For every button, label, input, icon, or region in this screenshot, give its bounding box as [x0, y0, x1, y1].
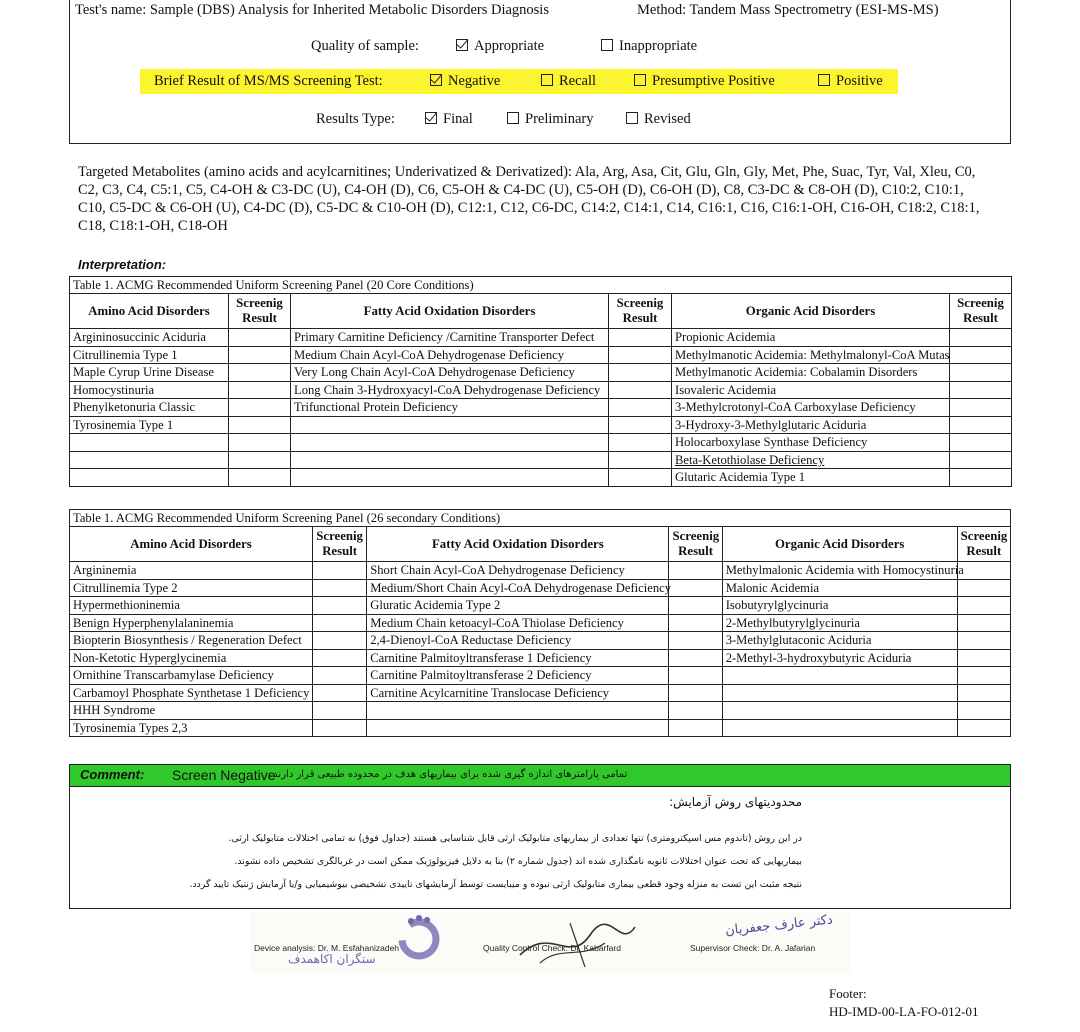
- table2-row: [70, 702, 1011, 720]
- table1-result-cell: [950, 434, 1012, 452]
- table2-header-fatty: Fatty Acid Oxidation Disorders: [367, 527, 669, 562]
- table2-result-cell: [669, 579, 722, 597]
- table1-amino-acid-cell: Argininosuccinic Aciduria: [70, 329, 229, 347]
- table1-result-cell: [950, 346, 1012, 364]
- table1-row: [70, 346, 1012, 364]
- table1-header-fatty: Fatty Acid Oxidation Disorders: [291, 294, 609, 329]
- table1-result-cell: [229, 329, 291, 347]
- table2-header-result: Screenig Result: [313, 527, 367, 562]
- table2-row: [70, 632, 1011, 650]
- quality-inappropriate-option[interactable]: Inappropriate: [601, 38, 697, 55]
- table2-amino-acid-cell: Citrullinemia Type 2: [70, 579, 313, 597]
- table2-amino-acid-cell: Non-Ketotic Hyperglycinemia: [70, 649, 313, 667]
- table1-row: [70, 434, 1012, 452]
- secondary-conditions-table: [69, 509, 1011, 737]
- empty-box-icon: [601, 39, 613, 51]
- quality-control-signature: Quality Control Check: Dr. Kabarfard: [483, 943, 621, 953]
- table1-result-cell: [609, 399, 672, 417]
- table1-fatty-acid-cell: [291, 451, 609, 469]
- table1-result-cell: [950, 399, 1012, 417]
- table2-result-cell: [669, 614, 722, 632]
- table2-amino-acid-cell: HHH Syndrome: [70, 702, 313, 720]
- table1-organic-acid-cell: Methylmanotic Acidemia: Cobalamin Disorders: [672, 364, 950, 382]
- table2-result-cell: [957, 597, 1010, 615]
- table1-result-cell: [609, 469, 672, 487]
- table2-row: [70, 719, 1011, 737]
- table2-amino-acid-cell: Tyrosinemia Types 2,3: [70, 719, 313, 737]
- table2-result-cell: [669, 667, 722, 685]
- table2-header-result: Screenig Result: [669, 527, 722, 562]
- lab-name-fa: ستگران اکاهمدف: [288, 952, 376, 966]
- table1-organic-acid-cell: Holocarboxylase Synthase Deficiency: [672, 434, 950, 452]
- table2-result-cell: [957, 667, 1010, 685]
- table2-result-cell: [669, 597, 722, 615]
- results-preliminary-option[interactable]: Preliminary: [507, 111, 593, 128]
- table2-organic-acid-cell: [722, 719, 957, 737]
- table2-amino-acid-cell: Hypermethioninemia: [70, 597, 313, 615]
- table1-organic-acid-cell: 3-Methylcrotonyl-CoA Carboxylase Deficiency: [672, 399, 950, 417]
- table1-amino-acid-cell: Phenylketonuria Classic: [70, 399, 229, 417]
- table1-fatty-acid-cell: Primary Carnitine Deficiency /Carnitine Transporter Defect: [291, 329, 609, 347]
- table1-result-cell: [609, 329, 672, 347]
- footer-code: HD-IMD-00-LA-FO-012-01: [829, 1004, 979, 1019]
- table2-amino-acid-cell: Biopterin Biosynthesis / Regeneration Defect: [70, 632, 313, 650]
- table2-row: [70, 597, 1011, 615]
- table1-amino-acid-cell: Maple Cyrup Urine Disease: [70, 364, 229, 382]
- test-name: Test's name: Sample (DBS) Analysis for Inherited Metabolic Disorders Diagnosis: [75, 2, 549, 18]
- table2-row: [70, 649, 1011, 667]
- brief-recall-option[interactable]: Recall: [541, 73, 596, 90]
- checked-box-icon: [456, 39, 468, 51]
- brief-result-options: [0, 73, 1080, 93]
- table2-result-cell: [313, 719, 367, 737]
- table2-caption: Table 1. ACMG Recommended Uniform Screening Panel (26 secondary Conditions): [70, 510, 1011, 527]
- table2-result-cell: [669, 702, 722, 720]
- table2-organic-acid-cell: Methylmalonic Acidemia with Homocystinuria: [722, 562, 957, 580]
- quality-options: [0, 38, 1080, 58]
- table1-row: [70, 469, 1012, 487]
- table2-organic-acid-cell: [722, 684, 957, 702]
- supervisor-signature: Supervisor Check: Dr. A. Jafarian: [690, 943, 816, 953]
- table2-result-cell: [957, 702, 1010, 720]
- table1-result-cell: [609, 381, 672, 399]
- table1-result-cell: [950, 329, 1012, 347]
- table1-result-cell: [950, 469, 1012, 487]
- limitations-line-3: نتیجه مثبت این تست به منزله وجود قطعی بیماری متابولیک ارثی نبوده و میبایست توسط آزمایشهای تاییدی تشخیصی بیوشیمیایی و/یا آزمایش ژنتیک تایید گردد.: [189, 879, 802, 890]
- table1-fatty-acid-cell: Very Long Chain Acyl-CoA Dehydrogenase Deficiency: [291, 364, 609, 382]
- table2-result-cell: [957, 579, 1010, 597]
- table1-fatty-acid-cell: Long Chain 3-Hydroxyacyl-CoA Dehydrogenase Deficiency: [291, 381, 609, 399]
- comment-note: تمامی پارامترهای اندازه گیری شده برای بیماریهای هدف در محدوده طبیعی قرار دارند.: [270, 769, 628, 780]
- table1-result-cell: [950, 416, 1012, 434]
- table1-amino-acid-cell: Homocystinuria: [70, 381, 229, 399]
- table2-result-cell: [669, 719, 722, 737]
- method: Method: Tandem Mass Spectrometry (ESI-MS-MS): [637, 2, 939, 18]
- table1-fatty-acid-cell: Trifunctional Protein Deficiency: [291, 399, 609, 417]
- results-final-option[interactable]: Final: [425, 111, 473, 128]
- table2-result-cell: [669, 562, 722, 580]
- empty-box-icon: [541, 74, 553, 86]
- table1-row: [70, 451, 1012, 469]
- table2-result-cell: [669, 632, 722, 650]
- table1-result-cell: [229, 416, 291, 434]
- table1-header-amino: Amino Acid Disorders: [70, 294, 229, 329]
- device-analysis-signature: Device analysis: Dr. M. Esfahanizadeh: [254, 943, 400, 953]
- table1-row: [70, 329, 1012, 347]
- table2-result-cell: [313, 667, 367, 685]
- targeted-metabolites: Targeted Metabolites (amino acids and acylcarnitines; Underivatized & Derivatized): Ala, Arg, Asa, Cit, Glu, Gln, Gly, Met, Phe, Suac, Tyr, Val, Xleu, C0, C2, C3, C4, C5:1, C5, C4-OH & C3-DC (U), C4-OH (D), C6, C5-OH & C4-DC (U), C5-OH (D), C6-OH (D), C8, C3-DC & C8-OH (D), C10:2, C10:1, C10, C5-DC & C6-OH (U), C4-DC (D), C5-DC & C10-OH (D), C12:1, C12, C6-DC, C14:2, C14:1, C14, C16:1, C16, C16:1-OH, C16-OH, C18:2, C18:1, C18, C18:1-OH, C18-OH: [78, 164, 980, 234]
- table2-result-cell: [313, 632, 367, 650]
- table2-result-cell: [313, 649, 367, 667]
- brief-presumptive-positive-option[interactable]: Presumptive Positive: [634, 73, 775, 90]
- table1-fatty-acid-cell: [291, 434, 609, 452]
- table1-result-cell: [950, 451, 1012, 469]
- table1-amino-acid-cell: Citrullinemia Type 1: [70, 346, 229, 364]
- table2-fatty-acid-cell: Medium/Short Chain Acyl-CoA Dehydrogenase Deficiency: [367, 579, 669, 597]
- limitations-box: [69, 786, 1011, 909]
- table2-row: [70, 684, 1011, 702]
- table2-fatty-acid-cell: Gluratic Acidemia Type 2: [367, 597, 669, 615]
- quality-appropriate-option[interactable]: Appropriate: [456, 38, 544, 55]
- table2-organic-acid-cell: Malonic Acidemia: [722, 579, 957, 597]
- empty-box-icon: [634, 74, 646, 86]
- table1-amino-acid-cell: [70, 451, 229, 469]
- table1-result-cell: [229, 346, 291, 364]
- table1-row: [70, 416, 1012, 434]
- table2-result-cell: [313, 614, 367, 632]
- table2-organic-acid-cell: 2-Methylbutyrylglycinuria: [722, 614, 957, 632]
- empty-box-icon: [626, 112, 638, 124]
- table2-row: [70, 667, 1011, 685]
- table2-organic-acid-cell: 2-Methyl-3-hydroxybutyric Aciduria: [722, 649, 957, 667]
- table2-result-cell: [957, 562, 1010, 580]
- table1-header-result: Screenig Result: [950, 294, 1012, 329]
- checked-box-icon: [430, 74, 442, 86]
- brief-result-label: Brief Result of MS/MS Screening Test:: [154, 73, 383, 89]
- lab-logo: [393, 913, 445, 965]
- table2-result-cell: [957, 632, 1010, 650]
- table1-fatty-acid-cell: [291, 416, 609, 434]
- table2-row: [70, 614, 1011, 632]
- results-type-options: [0, 111, 1080, 131]
- limitations-line-2: بیماریهایی که تحت عنوان اختلالات ثانویه نامگذاری شده اند (جدول شماره ۲) بنا به دلایل فیزیولوژیک ممکن است در غربالگری تشخیص داده نشوند.: [234, 856, 802, 867]
- table1-fatty-acid-cell: Medium Chain Acyl-CoA Dehydrogenase Deficiency: [291, 346, 609, 364]
- footer-label: Footer:: [829, 986, 867, 1001]
- table1-amino-acid-cell: Tyrosinemia Type 1: [70, 416, 229, 434]
- table1-header-result: Screenig Result: [609, 294, 672, 329]
- table1-result-cell: [950, 364, 1012, 382]
- table2-body: [70, 562, 1011, 737]
- table1-result-cell: [229, 451, 291, 469]
- table2-amino-acid-cell: Argininemia: [70, 562, 313, 580]
- table2-row: [70, 579, 1011, 597]
- table2-result-cell: [957, 684, 1010, 702]
- table2-result-cell: [957, 649, 1010, 667]
- table1-body: [70, 329, 1012, 487]
- table2-fatty-acid-cell: 2,4-Dienoyl-CoA Reductase Deficiency: [367, 632, 669, 650]
- table2-result-cell: [313, 562, 367, 580]
- interpretation-label: Interpretation:: [78, 257, 167, 272]
- table1-result-cell: [229, 399, 291, 417]
- table1-header-organic: Organic Acid Disorders: [672, 294, 950, 329]
- table2-result-cell: [313, 579, 367, 597]
- table2-fatty-acid-cell: Carnitine Palmitoyltransferase 1 Deficiency: [367, 649, 669, 667]
- table1-result-cell: [609, 434, 672, 452]
- table2-fatty-acid-cell: [367, 719, 669, 737]
- empty-box-icon: [507, 112, 519, 124]
- comment-value: Screen Negative: [172, 767, 276, 783]
- brief-positive-option[interactable]: Positive: [818, 73, 883, 90]
- table2-organic-acid-cell: 3-Methylglutaconic Aciduria: [722, 632, 957, 650]
- table1-result-cell: [609, 451, 672, 469]
- table1-fatty-acid-cell: [291, 469, 609, 487]
- table2-result-cell: [669, 684, 722, 702]
- table2-fatty-acid-cell: Carnitine Acylcarnitine Translocase Deficiency: [367, 684, 669, 702]
- table1-result-cell: [229, 364, 291, 382]
- table2-result-cell: [957, 614, 1010, 632]
- table1-row: [70, 381, 1012, 399]
- table1-result-cell: [229, 469, 291, 487]
- limitations-title: محدودیتهای روش آزمایش:: [669, 795, 802, 809]
- table1-result-cell: [229, 434, 291, 452]
- table1-row: [70, 364, 1012, 382]
- table1-organic-acid-cell: Glutaric Acidemia Type 1: [672, 469, 950, 487]
- results-revised-option[interactable]: Revised: [626, 111, 691, 128]
- brief-negative-option[interactable]: Negative: [430, 73, 500, 90]
- table2-header-organic: Organic Acid Disorders: [722, 527, 957, 562]
- results-type-label: Results Type:: [316, 111, 395, 127]
- table1-result-cell: [609, 416, 672, 434]
- table1-organic-acid-cell: Propionic Acidemia: [672, 329, 950, 347]
- table2-fatty-acid-cell: Short Chain Acyl-CoA Dehydrogenase Deficiency: [367, 562, 669, 580]
- table1-amino-acid-cell: [70, 469, 229, 487]
- table1-row: [70, 399, 1012, 417]
- table2-organic-acid-cell: [722, 702, 957, 720]
- table2-header-result: Screenig Result: [957, 527, 1010, 562]
- table2-organic-acid-cell: Isobutyrylglycinuria: [722, 597, 957, 615]
- table2-fatty-acid-cell: Carnitine Palmitoyltransferase 2 Deficiency: [367, 667, 669, 685]
- table1-organic-acid-cell: 3-Hydroxy-3-Methylglutaric Aciduria: [672, 416, 950, 434]
- table2-header-amino: Amino Acid Disorders: [70, 527, 313, 562]
- table2-organic-acid-cell: [722, 667, 957, 685]
- table2-result-cell: [313, 684, 367, 702]
- comment-bar: [69, 764, 1011, 787]
- table1-organic-acid-cell: Isovaleric Acidemia: [672, 381, 950, 399]
- table2-amino-acid-cell: Carbamoyl Phosphate Synthetase 1 Deficiency: [70, 684, 313, 702]
- lab-logo-icon: [393, 913, 445, 965]
- table1-result-cell: [229, 381, 291, 399]
- table2-result-cell: [313, 597, 367, 615]
- table2-fatty-acid-cell: [367, 702, 669, 720]
- table2-result-cell: [313, 702, 367, 720]
- table1-header-result: Screenig Result: [229, 294, 291, 329]
- table1-organic-acid-cell: Beta-Ketothiolase Deficiency: [672, 451, 950, 469]
- table1-result-cell: [609, 346, 672, 364]
- table1-result-cell: [609, 364, 672, 382]
- table1-organic-acid-cell: Methylmanotic Acidemia: Methylmalonyl-CoA Mutas: [672, 346, 950, 364]
- table2-fatty-acid-cell: Medium Chain ketoacyl-CoA Thiolase Deficiency: [367, 614, 669, 632]
- checked-box-icon: [425, 112, 437, 124]
- table1-caption: Table 1. ACMG Recommended Uniform Screening Panel (20 Core Conditions): [70, 277, 1012, 294]
- comment-label: Comment:: [80, 767, 145, 782]
- table1-result-cell: [950, 381, 1012, 399]
- core-conditions-table: [69, 276, 1012, 487]
- table2-result-cell: [669, 649, 722, 667]
- table2-result-cell: [957, 719, 1010, 737]
- table2-row: [70, 562, 1011, 580]
- table2-amino-acid-cell: Benign Hyperphenylalaninemia: [70, 614, 313, 632]
- empty-box-icon: [818, 74, 830, 86]
- quality-label: Quality of sample:: [311, 38, 419, 54]
- table2-amino-acid-cell: Ornithine Transcarbamylase Deficiency: [70, 667, 313, 685]
- table1-amino-acid-cell: [70, 434, 229, 452]
- limitations-line-1: در این روش (تاندوم مس اسپکترومتری) تنها تعدادی از بیماریهای متابولیک ارثی قابل شناسایی هستند (جداول فوق) نه تمامی اختلالات متابولیک ارثی.: [228, 833, 802, 844]
- supervisor-name-fa: دکتر عارف جعفریان: [724, 912, 834, 939]
